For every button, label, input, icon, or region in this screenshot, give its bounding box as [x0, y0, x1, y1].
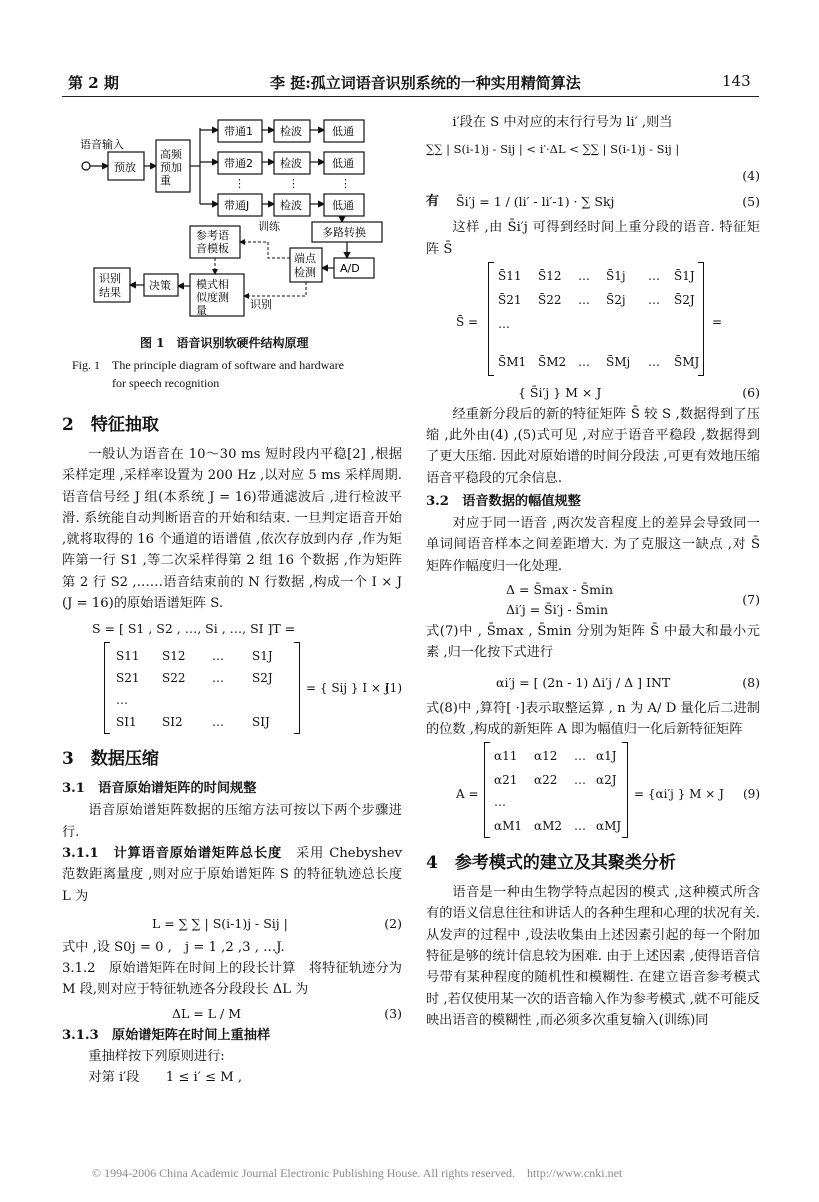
eq5-number: (5)	[742, 194, 760, 210]
right-paragraph-4: 对应于同一语音 ,两次发音程度上的差异会导致同一单词间语音样本之间差距增大. 为了克服这一缺点 ,对 S̄ 矩阵作幅度归一化处理.	[426, 516, 760, 574]
figure-caption-en-1: Fig. 1 The principle diagram of software and hardware	[72, 358, 344, 372]
right-paragraph-2: 这样 ,由 S̄i′j 可得到经时间上重分段的语音. 特征矩阵 S̄	[426, 220, 760, 257]
copyright-footer: © 1994-2006 China Academic Journal Electronic Publishing House. All rights reserved. http://www.cnki.net	[92, 1166, 623, 1180]
left-paragraph-4: 对第 i′段 1 ≤ i′ ≤ M ,	[88, 1070, 243, 1086]
right-paragraph-7: 语音是一种由生物学特点起因的模式 ,这种模式所含有的语义信息往往和讲话人的各种生理和心理的状况有关. 从发声的过程中 ,设法收集由上述因素引起的每一个附加特征是够的统计信息较为困难. 由于上述因素 ,使得语音信号带有某种程度的随机性和模糊性. 在建立语音参考模式时 ,若仅使用某一次的语音输入作为参考模式 ,就不可能反映出语音的模糊性 ,而必须多次重复输入(训练)同	[426, 885, 760, 1028]
eq7-number: (7)	[742, 591, 760, 607]
label-detJ: 检波	[280, 199, 302, 212]
svg-text:检测: 检测	[294, 266, 316, 279]
eq6-rhs: =	[712, 314, 723, 329]
eq7b: Δi′j = S̄i′j - S̄min	[506, 601, 609, 617]
svg-text:模式相: 模式相	[196, 278, 229, 291]
matrix-2: S̄ = S̄11 S̄12 … S̄1j … S̄1J S̄21 S̄22 … S̄2j … S̄2J … S̄M1 S̄M2 … S̄Mj … S̄MJ =	[426, 260, 760, 380]
eq2: L = ∑ ∑ | S(i-1)j - Sij |	[152, 915, 288, 931]
section-3-heading: 3 数据压缩	[62, 749, 159, 770]
left-paragraph-1: 一般认为语音在 10～30 ms 短时段内平稳[2] ,根据采样定理 ,采样率设置为 200 Hz ,以对应 5 ms 采样周期. 语音信号经 J 组(本系统 J = 16)带通滤波后 ,进行检波平滑. 系统能自动判断语音的开始和结束. 一旦判定语音开始 ,就将取得的 16 个通道的语谱值 ,依次存放到内存 ,作为矩阵第一行 S1 ,等二次采样得第 2 组 16 个数据 ,作为矩阵第 2 行 S2 ,……语音结束前的 N 行数据 ,构成一个 I × J (J = 16)的原始语谱矩阵 S.	[62, 447, 402, 612]
svg-text:⋮: ⋮	[288, 177, 299, 190]
matrix-3: A = α11 α12 … α1J α21 α22 … α2J … αM1 αM2 … αMJ = {αi′j } M × J (9)	[426, 740, 760, 840]
label-bp1: 带通1	[224, 125, 253, 138]
svg-text:重: 重	[160, 174, 171, 187]
eq9-rhs: = {αi′j } M × J	[634, 787, 724, 802]
svg-text:⋮: ⋮	[340, 177, 351, 190]
eq9-number: (9)	[743, 787, 760, 802]
eq5-prefix: 有	[426, 194, 440, 210]
eq3-number: (3)	[384, 1005, 402, 1021]
eq6-set: { S̄i′j } M × J	[518, 384, 602, 400]
left-paragraph-3: 重抽样按下列原则进行:	[88, 1049, 225, 1065]
subsection-3-1-3: 3.1.3 原始谱矩阵在时间上重抽样	[62, 1027, 271, 1043]
eq6-number: (6)	[742, 384, 760, 400]
eq9-lhs: A =	[456, 787, 479, 802]
block-diagram	[72, 108, 402, 338]
matrix-1: S11 S12 … S1J S21 S22 … S2J … SI1 SI2 … SIJ = { Sij } I × J (1)	[62, 640, 402, 736]
label-det2: 检波	[280, 157, 302, 170]
label-train: 训练	[258, 220, 280, 233]
right-paragraph-5: 式(7)中 , S̄max , S̄min 分别为矩阵 S̄ 中最大和最小元素 ,归一化按下式进行	[426, 623, 760, 661]
label-mux: 多路转换	[322, 226, 366, 239]
right-paragraph-3: 经重新分段后的新的特征矩阵 S̄ 较 S ,数据得到了压缩 ,此外由(4) ,(5)式可见 ,对应于语音平稳段 ,数据得到了更大压缩. 因此对原始谱的时间分段法 ,可更有效地压缩语音平稳段的冗余信息.	[426, 406, 760, 486]
svg-text:高频: 高频	[160, 148, 182, 161]
label-lpf1: 低通	[332, 125, 354, 138]
label-preamp: 预放	[114, 161, 136, 174]
eq-S-lhs: S = [ S1 , S2 , …, Si , …, SI ]T =	[92, 621, 296, 637]
eq8: αi′j = [ (2n - 1) Δi′j / Δ ] INT	[496, 674, 671, 690]
eq5: S̄i′j = 1 / (li′ - li′-1) · ∑ Skj	[456, 194, 615, 210]
label-decision: 决策	[149, 279, 171, 292]
eq8-number: (8)	[742, 674, 760, 690]
label-lpfJ: 低通	[332, 199, 354, 212]
label-lpf2: 低通	[332, 157, 354, 170]
eq1-rhs: = { Sij } I × J	[306, 681, 390, 696]
eq6-lhs: S̄ =	[456, 314, 479, 329]
label-bp2: 带通2	[224, 157, 253, 170]
right-paragraph-6: 式(8)中 ,算符[ ·]表示取整运算 , n 为 A/ D 量化后二进制的位数 ,构成的新矩阵 A 即为幅值归一化后新特征矩阵	[426, 700, 760, 737]
label-ad: A/D	[340, 262, 360, 275]
figure-caption-cn: 图 1 语音识别软硬件结构原理	[140, 336, 309, 350]
figure-caption-en-2: for speech recognition	[112, 376, 220, 390]
right-column	[426, 112, 760, 1031]
label-input: 语音输入	[80, 138, 124, 151]
label-bpJ: 带通J	[224, 199, 250, 212]
subsection-3-1-1-body: 采用 Chebyshev 范数距离量度 ,则对应于原始谱矩阵 S 的特征轨迹总长度 L 为	[62, 845, 403, 904]
svg-text:音模板: 音模板	[196, 242, 229, 255]
eq3: ΔL = L / M	[172, 1005, 242, 1021]
right-paragraph-1: i′段在 S 中对应的末行行号为 li′ ,则当	[452, 115, 673, 130]
page-number: 143	[722, 72, 751, 90]
subsection-3-1-1-title: 3.1.1 计算语音原始谱矩阵总长度	[62, 845, 283, 861]
header-rule	[62, 96, 759, 97]
eq2-note: 式中 ,设 S0j = 0 , j = 1 ,2 ,3 , …J.	[62, 939, 285, 955]
left-paragraph-2: 语音原始谱矩阵数据的压缩方法可按以下两个步骤进行.	[62, 803, 402, 840]
label-det1: 检波	[280, 125, 302, 138]
eq1-number: (1)	[385, 681, 402, 696]
left-column	[62, 406, 402, 1089]
section-4-heading: 4 参考模式的建立及其聚类分析	[426, 853, 676, 874]
eq4-number: (4)	[742, 168, 760, 184]
subsection-3-1: 3.1 语音原始谱矩阵的时间规整	[62, 781, 257, 797]
running-title: 李 挺:孤立词语音识别系统的一种实用精简算法	[270, 74, 581, 92]
svg-text:似度测: 似度测	[196, 291, 229, 304]
svg-text:量: 量	[196, 304, 207, 317]
svg-text:参考语: 参考语	[196, 229, 229, 242]
section-2-heading: 2 特征抽取	[62, 415, 159, 435]
subsection-3-2: 3.2 语音数据的幅值规整	[426, 494, 581, 510]
eq7a: Δ = S̄max - S̄min	[506, 581, 614, 597]
subsection-3-1-2: 3.1.2 原始谱矩阵在时间上的段长计算 将特征轨迹分为 M 段,则对应于特征轨迹各分段段长 ΔL 为	[62, 961, 402, 998]
label-recog: 识别	[250, 298, 272, 311]
svg-text:结果: 结果	[99, 286, 121, 299]
issue-number: 第 2 期	[68, 74, 119, 92]
svg-text:预加: 预加	[160, 161, 182, 174]
eq4: ∑∑ | S(i-1)j - Sij | < i′·ΔL < ∑∑ | S(i-1)j - Sij |	[426, 142, 680, 157]
svg-text:端点: 端点	[294, 252, 316, 265]
eq2-number: (2)	[384, 915, 402, 931]
svg-text:⋮: ⋮	[234, 177, 245, 190]
svg-text:识别: 识别	[99, 272, 121, 285]
